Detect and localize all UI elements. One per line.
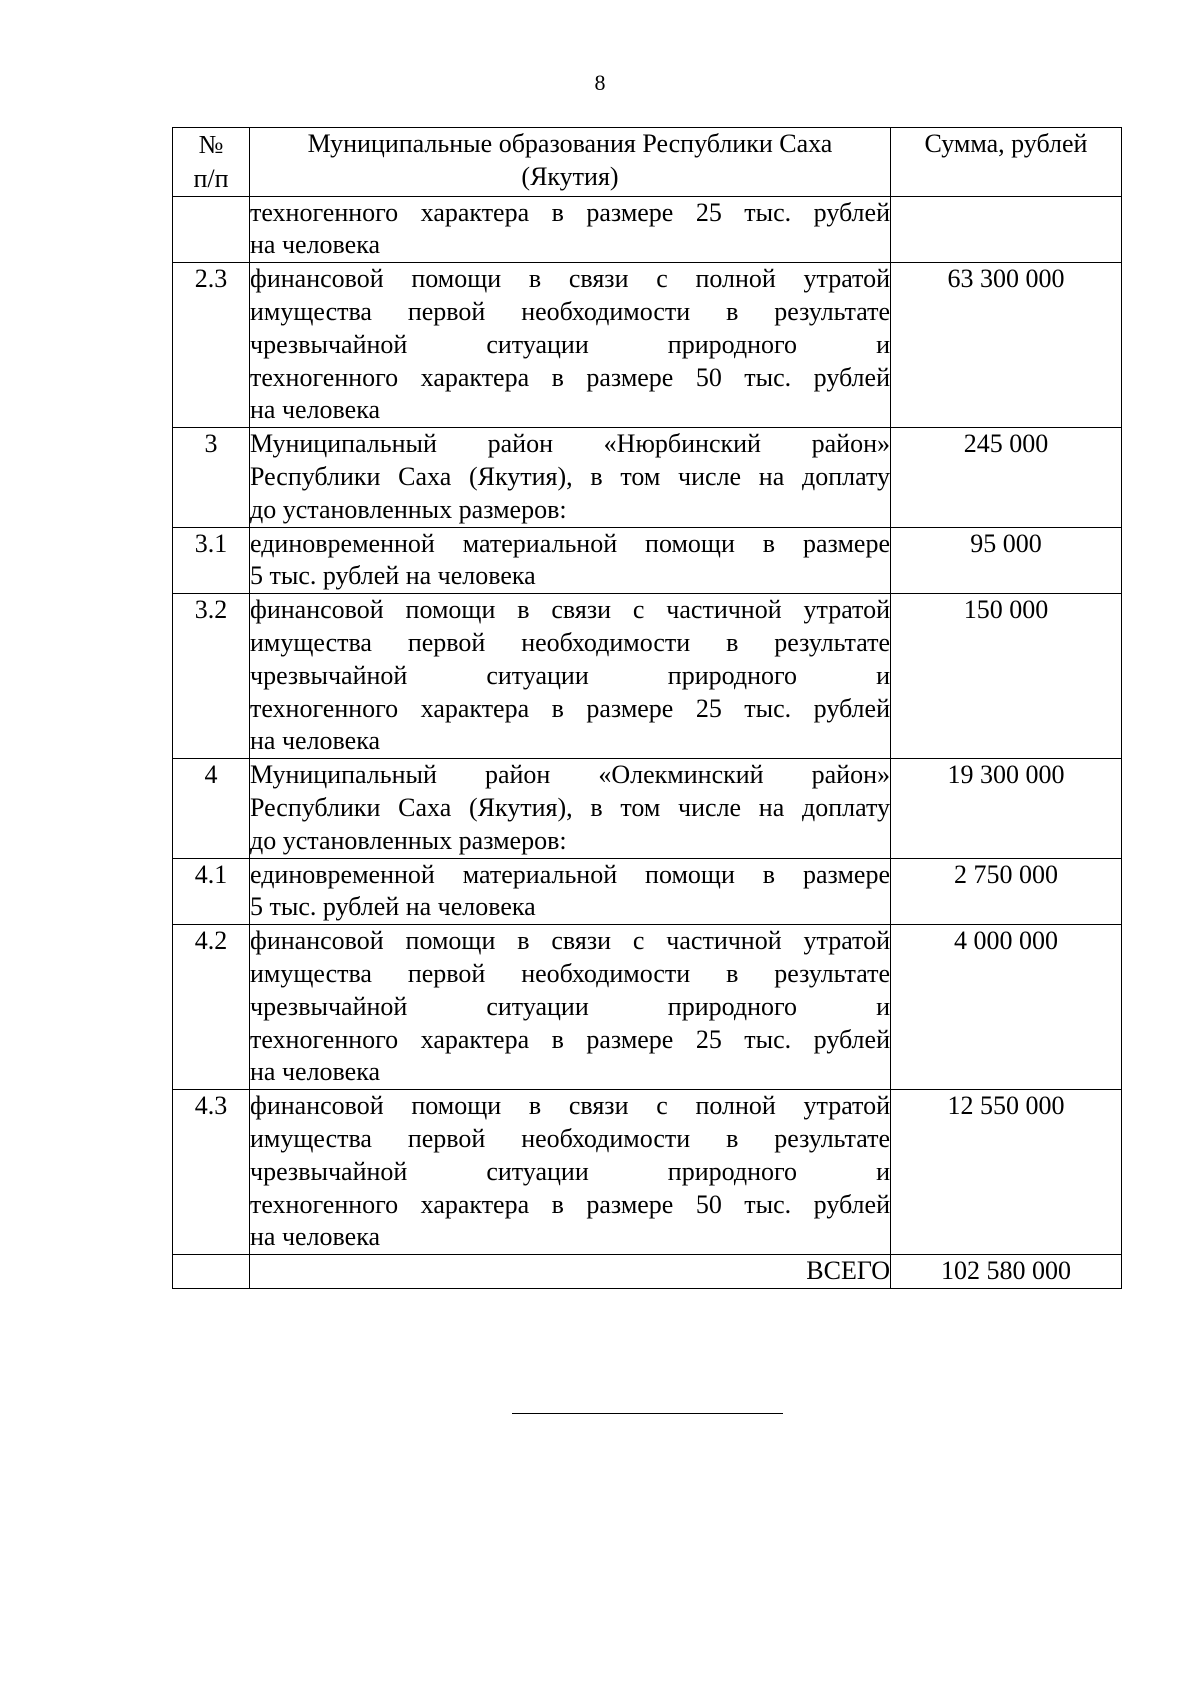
table-row [173,594,1122,759]
total-number-cell [173,1255,250,1289]
total-sum: 102 580 000 [891,1255,1122,1289]
row-number: 4.2 [173,925,250,1090]
header-number-symbol: № [198,130,224,159]
row-sum [891,196,1122,263]
row-sum: 19 300 000 [891,759,1122,858]
table-header-row [173,128,1122,197]
description-line: финансовой помощи в связи с полной утратой [250,264,890,294]
table-row [173,759,1122,858]
table-row [173,527,1122,594]
row-number: 2.3 [173,263,250,428]
header-number [173,128,250,197]
table-row [173,196,1122,263]
description-line: чрезвычайной ситуации природного и [250,1156,890,1186]
table-row [173,263,1122,428]
row-sum: 4 000 000 [891,925,1122,1090]
description-line: на человека [250,395,380,425]
description-line: до установленных размеров: [250,494,567,524]
row-description [250,428,891,527]
row-number: 3 [173,428,250,527]
row-sum: 63 300 000 [891,263,1122,428]
description-line: на человека [250,1057,380,1087]
description-line: чрезвычайной ситуации природного и [250,329,890,359]
row-sum: 245 000 [891,428,1122,527]
total-label: ВСЕГО [250,1255,891,1289]
description-line: финансовой помощи в связи с частичной утратой [250,595,890,625]
row-description [250,925,891,1090]
description-line: имущества первой необходимости в результате [250,627,890,657]
description-line: имущества первой необходимости в результате [250,1123,890,1153]
header-municipality [250,128,891,197]
description-line: на человека [250,230,380,260]
row-sum: 95 000 [891,527,1122,594]
description-line: техногенного характера в размере 50 тыс. рублей [250,362,890,392]
row-description [250,858,891,925]
description-line: на человека [250,726,380,756]
row-number: 3.2 [173,594,250,759]
row-description [250,527,891,594]
description-line: техногенного характера в размере 25 тыс. рублей [250,693,890,723]
header-municipality-line2: (Якутия) [521,161,619,191]
description-line: финансовой помощи в связи с частичной утратой [250,926,890,956]
table-body [173,196,1122,1255]
funding-table [172,127,1122,1289]
description-line: Республики Саха (Якутия), в том числе на доплату [250,461,890,491]
table-row [173,428,1122,527]
description-line: Муниципальный район «Олекминский район» [250,760,890,790]
row-description [250,1090,891,1255]
row-number: 4.3 [173,1090,250,1255]
row-number: 4.1 [173,858,250,925]
description-line: имущества первой необходимости в результате [250,958,890,988]
row-description [250,759,891,858]
description-line: имущества первой необходимости в результате [250,296,890,326]
description-line: техногенного характера в размере 25 тыс. рублей [250,1024,890,1054]
description-line: 5 тыс. рублей на человека [250,892,536,922]
row-number: 4 [173,759,250,858]
header-municipality-line1: Муниципальные образования Республики Саха [307,129,833,158]
description-line: чрезвычайной ситуации природного и [250,660,890,690]
description-line: на человека [250,1222,380,1252]
table-row [173,1090,1122,1255]
row-sum: 2 750 000 [891,858,1122,925]
row-number: 3.1 [173,527,250,594]
total-row [173,1255,1122,1289]
description-line: единовременной материальной помощи в размере [250,528,890,558]
description-line: Муниципальный район «Нюрбинский район» [250,429,890,459]
end-of-document-rule [512,1413,783,1414]
page-number: 8 [594,70,606,95]
description-line: техногенного характера в размере 25 тыс. рублей [250,197,890,227]
row-description [250,196,891,263]
description-line: техногенного характера в размере 50 тыс. рублей [250,1189,890,1219]
header-number-abbr: п/п [193,163,229,193]
header-sum: Сумма, рублей [891,128,1122,197]
row-sum: 12 550 000 [891,1090,1122,1255]
description-line: до установленных размеров: [250,825,567,855]
row-sum: 150 000 [891,594,1122,759]
row-description [250,263,891,428]
description-line: финансовой помощи в связи с полной утратой [250,1091,890,1121]
table-row [173,858,1122,925]
description-line: чрезвычайной ситуации природного и [250,991,890,1021]
description-line: 5 тыс. рублей на человека [250,561,536,591]
description-line: Республики Саха (Якутия), в том числе на доплату [250,792,890,822]
table-row [173,925,1122,1090]
description-line: единовременной материальной помощи в размере [250,859,890,889]
row-description [250,594,891,759]
row-number [173,196,250,263]
